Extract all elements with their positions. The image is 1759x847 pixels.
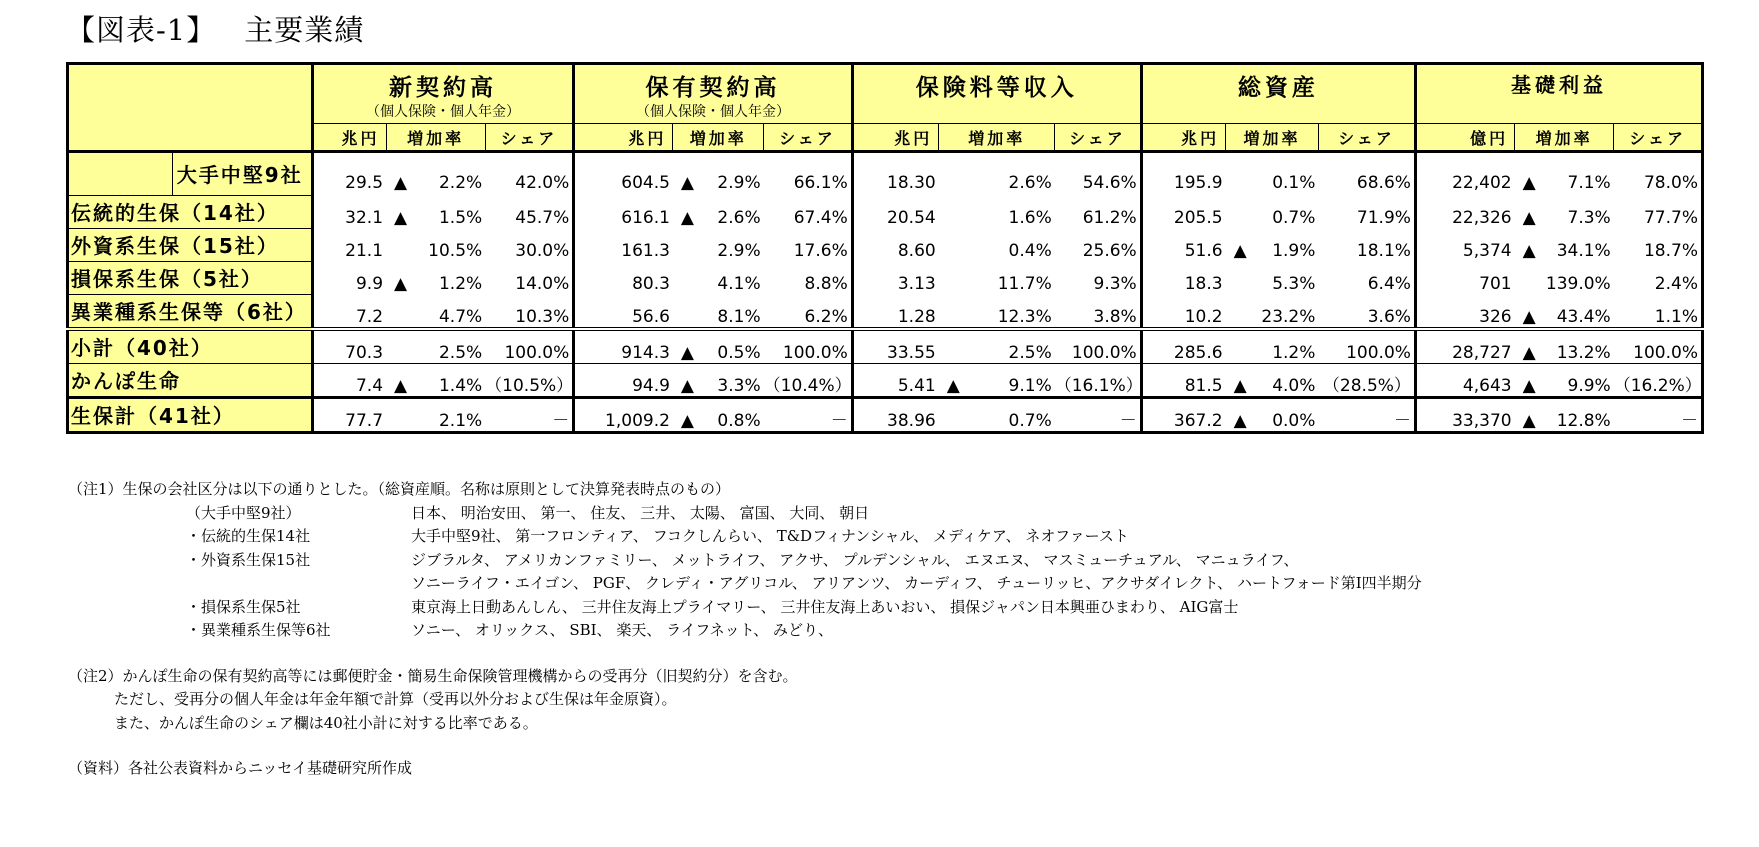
col-unit: 兆円 xyxy=(574,124,673,152)
rate-cell xyxy=(1515,195,1614,228)
value-cell: 22,402 xyxy=(1415,152,1514,196)
value-cell: 195.9 xyxy=(1141,152,1225,196)
value-cell: 914.3 xyxy=(574,329,673,364)
rate-value: 0.7% xyxy=(1008,410,1052,431)
rate-value: 3.3% xyxy=(717,375,761,396)
col-share: シェア xyxy=(1055,124,1141,152)
company-list: 大手中堅9社、 第一フロンティア、 フコクしんらい、 T&Dフィナンシャル、 メディケア、 ネオファースト xyxy=(411,527,1129,545)
rate-value: 2.5% xyxy=(1008,342,1052,363)
corner-cell xyxy=(68,64,313,152)
share-cell: － xyxy=(485,397,574,432)
share-cell: （10.5%） xyxy=(485,363,574,397)
company-category-row xyxy=(68,525,1129,549)
rate-value: 1.9% xyxy=(1272,241,1316,261)
value-cell: 20.54 xyxy=(852,195,938,228)
rate-value: 1.5% xyxy=(438,208,483,228)
rate-value: 8.1% xyxy=(717,306,761,327)
row-label: 大手中堅9社 xyxy=(173,152,312,196)
rate-cell xyxy=(939,195,1055,228)
share-cell: 100.0% xyxy=(1318,329,1415,364)
rate-value: 4.1% xyxy=(717,274,761,294)
group-header xyxy=(1141,64,1415,124)
category-name: ・外資系生保15社 xyxy=(186,550,311,569)
rate-cell xyxy=(939,261,1055,294)
share-cell: 14.0% xyxy=(485,261,574,294)
rate-cell xyxy=(1515,228,1614,261)
table-row xyxy=(68,228,1703,261)
rate-value: 0.7% xyxy=(1272,208,1316,228)
group-subtitle xyxy=(1143,101,1414,123)
company-category-row xyxy=(68,502,870,526)
rate-value: 0.8% xyxy=(717,410,761,431)
rate-cell xyxy=(673,261,764,294)
rate-value: 7.3% xyxy=(1567,208,1611,228)
row-label: 伝統的生保（14社） xyxy=(68,195,313,228)
rate-cell xyxy=(673,195,764,228)
value-cell: 51.6 xyxy=(1141,228,1225,261)
share-cell: 54.6% xyxy=(1055,152,1141,196)
value-cell: 8.60 xyxy=(852,228,938,261)
decrease-triangle-icon: ▲ xyxy=(680,342,694,363)
performance-table xyxy=(66,62,1704,434)
col-unit: 兆円 xyxy=(312,124,386,152)
company-category-row xyxy=(68,596,1239,620)
decrease-triangle-icon: ▲ xyxy=(394,173,408,193)
decrease-triangle-icon: ▲ xyxy=(1233,241,1247,261)
rate-value: 2.9% xyxy=(717,173,761,193)
share-cell: 67.4% xyxy=(764,195,853,228)
decrease-triangle-icon: ▲ xyxy=(1522,306,1536,327)
table-row xyxy=(68,363,1703,397)
share-cell: － xyxy=(764,397,853,432)
rate-value: 13.2% xyxy=(1556,342,1611,363)
col-share: シェア xyxy=(1318,124,1415,152)
decrease-triangle-icon: ▲ xyxy=(1233,410,1247,431)
share-cell: 8.8% xyxy=(764,261,853,294)
rate-value: 2.6% xyxy=(1008,173,1052,193)
value-cell: 70.3 xyxy=(312,329,386,364)
rate-cell xyxy=(1226,397,1319,432)
share-cell: 10.3% xyxy=(485,294,574,329)
rate-value: 0.0% xyxy=(1272,410,1316,431)
rate-cell xyxy=(939,363,1055,397)
col-share: シェア xyxy=(485,124,574,152)
company-list: ソニー、 オリックス、 SBI、 楽天、 ライフネット、 みどり、 xyxy=(411,621,834,639)
value-cell: 21.1 xyxy=(312,228,386,261)
rate-value: 1.2% xyxy=(438,274,483,294)
rate-value: 2.1% xyxy=(438,410,483,431)
note1-heading: （注1）生保の会社区分は以下の通りとした。（総資産順。名称は原則として決算発表時点のもの） xyxy=(68,480,731,498)
figure-title-text: 主要業績 xyxy=(244,13,365,47)
group-title: 基礎利益 xyxy=(1510,73,1607,97)
rate-cell xyxy=(386,228,485,261)
decrease-triangle-icon: ▲ xyxy=(680,410,694,431)
col-share: シェア xyxy=(1614,124,1703,152)
value-cell: 56.6 xyxy=(574,294,673,329)
rate-value: 9.9% xyxy=(1567,375,1611,396)
col-rate: 増加率 xyxy=(939,124,1055,152)
rate-value: 0.5% xyxy=(717,342,761,363)
company-list: 日本、 明治安田、 第一、 住友、 三井、 太陽、 富国、 大同、 朝日 xyxy=(411,503,870,522)
category-name: ・異業種系生保等6社 xyxy=(186,621,331,639)
figure-title xyxy=(66,8,364,49)
company-category-row xyxy=(68,549,1299,573)
rate-value: 23.2% xyxy=(1261,306,1316,327)
share-cell: － xyxy=(1055,397,1141,432)
row-label: 生保計（41社） xyxy=(68,397,313,432)
value-cell: 1.28 xyxy=(852,294,938,329)
value-cell: 4,643 xyxy=(1415,363,1514,397)
note2-line: また、かんぽ生命のシェア欄は40社小計に対する比率である。 xyxy=(114,713,538,732)
value-cell: 94.9 xyxy=(574,363,673,397)
decrease-triangle-icon: ▲ xyxy=(1522,410,1536,431)
value-cell: 81.5 xyxy=(1141,363,1225,397)
table-row xyxy=(68,397,1703,432)
rate-cell xyxy=(673,228,764,261)
value-cell: 701 xyxy=(1415,261,1514,294)
value-cell: 161.3 xyxy=(574,228,673,261)
rate-value: 12.8% xyxy=(1556,410,1611,431)
rate-value: 0.4% xyxy=(1008,241,1052,261)
value-cell: 28,727 xyxy=(1415,329,1514,364)
group-title: 保有契約高 xyxy=(645,75,781,101)
rate-cell xyxy=(673,397,764,432)
value-cell: 32.1 xyxy=(312,195,386,228)
company-list: ソニーライフ・エイゴン、 PGF、 クレディ・アグリコル、 アリアンツ、 カーディフ、 チューリッヒ、アクサダイレクト、 ハートフォード第Ⅰ四半期分 xyxy=(411,574,1422,592)
share-cell: 1.1% xyxy=(1654,306,1698,327)
rate-cell xyxy=(939,228,1055,261)
share-cell: 100.0% xyxy=(1055,329,1141,364)
value-cell: 80.3 xyxy=(574,261,673,294)
row-label: 異業種系生保等（6社） xyxy=(68,294,313,329)
rate-value: 7.1% xyxy=(1567,173,1611,193)
decrease-triangle-icon: ▲ xyxy=(946,375,960,396)
share-cell: － xyxy=(1318,397,1415,432)
company-list: ジブラルタ、 アメリカンファミリー、 メットライフ、 アクサ、 プルデンシャル、 エヌエヌ、 マスミューチュアル、 マニュライフ、 xyxy=(411,550,1299,569)
rate-value: 12.3% xyxy=(997,306,1052,327)
decrease-triangle-icon: ▲ xyxy=(1522,208,1536,228)
share-cell: （28.5%） xyxy=(1318,363,1415,397)
category-name: ・伝統的生保14社 xyxy=(186,527,311,545)
rate-cell xyxy=(1515,152,1614,196)
share-cell: 100.0% xyxy=(1614,329,1703,364)
value-cell: 5,374 xyxy=(1415,228,1514,261)
value-cell: 285.6 xyxy=(1141,329,1225,364)
value-cell: 205.5 xyxy=(1141,195,1225,228)
rate-cell xyxy=(386,329,485,364)
decrease-triangle-icon: ▲ xyxy=(1522,241,1536,261)
value-cell: 616.1 xyxy=(574,195,673,228)
rate-cell xyxy=(673,152,764,196)
share-cell: 100.0% xyxy=(485,329,574,364)
value-cell: 5.41 xyxy=(852,363,938,397)
rate-value: 2.2% xyxy=(438,173,483,193)
decrease-triangle-icon: ▲ xyxy=(1522,342,1536,363)
col-rate: 増加率 xyxy=(673,124,764,152)
decrease-triangle-icon: ▲ xyxy=(680,208,694,228)
rate-value: 4.0% xyxy=(1272,375,1316,396)
share-cell: 18.7% xyxy=(1643,241,1698,261)
share-cell: － xyxy=(1614,397,1703,432)
rate-cell xyxy=(673,329,764,364)
rate-value: 9.1% xyxy=(1008,375,1052,396)
table-row xyxy=(68,329,1703,364)
share-cell: 68.6% xyxy=(1318,152,1415,196)
col-unit: 億円 xyxy=(1415,124,1514,152)
rate-value: 5.3% xyxy=(1272,274,1316,294)
share-cell: 61.2% xyxy=(1055,195,1141,228)
group-subtitle xyxy=(854,101,1140,123)
rate-cell xyxy=(673,294,764,329)
share-cell: 2.4% xyxy=(1654,274,1698,294)
decrease-triangle-icon: ▲ xyxy=(1522,173,1536,193)
value-cell: 1,009.2 xyxy=(574,397,673,432)
rate-cell xyxy=(1515,397,1614,432)
rate-cell xyxy=(939,152,1055,196)
company-list: 東京海上日動あんしん、 三井住友海上プライマリー、 三井住友海上あいおい、 損保ジャパン日本興亜ひまわり、 AIG富士 xyxy=(411,597,1239,616)
rate-cell xyxy=(1226,294,1319,329)
table-row xyxy=(68,261,1703,294)
group-title: 保険料等収入 xyxy=(915,75,1078,101)
share-cell: 9.3% xyxy=(1055,261,1141,294)
notes-section xyxy=(68,478,1422,781)
share-cell: 71.9% xyxy=(1318,195,1415,228)
rate-cell xyxy=(1515,363,1614,397)
rate-value: 2.5% xyxy=(438,342,483,363)
value-cell: 38.96 xyxy=(852,397,938,432)
share-cell: 25.6% xyxy=(1055,228,1141,261)
share-cell: 66.1% xyxy=(764,152,853,196)
rate-value: 43.4% xyxy=(1556,306,1611,327)
row-label: かんぽ生命 xyxy=(68,363,313,397)
decrease-triangle-icon: ▲ xyxy=(1522,375,1536,396)
rate-value: 1.6% xyxy=(1008,208,1052,228)
share-cell: 3.6% xyxy=(1318,294,1415,329)
rate-value: 4.7% xyxy=(438,306,483,327)
share-cell: 100.0% xyxy=(764,329,853,364)
group-subtitle xyxy=(1417,101,1701,123)
value-cell: 18.30 xyxy=(852,152,938,196)
decrease-triangle-icon: ▲ xyxy=(680,173,694,193)
decrease-triangle-icon: ▲ xyxy=(394,274,408,294)
column-header-row xyxy=(68,124,1703,152)
table-row xyxy=(68,294,1703,329)
col-rate: 増加率 xyxy=(1226,124,1319,152)
decrease-triangle-icon: ▲ xyxy=(394,208,408,228)
rate-cell xyxy=(1226,329,1319,364)
value-cell: 22,326 xyxy=(1415,195,1514,228)
rate-cell xyxy=(673,363,764,397)
group-header-row xyxy=(68,64,1703,124)
value-cell: 3.13 xyxy=(852,261,938,294)
decrease-triangle-icon: ▲ xyxy=(680,375,694,396)
value-cell: 10.2 xyxy=(1141,294,1225,329)
rate-cell xyxy=(386,152,485,196)
group-header xyxy=(312,64,574,124)
value-cell: 9.9 xyxy=(312,261,386,294)
table-row xyxy=(68,152,1703,196)
share-cell: 77.7% xyxy=(1643,208,1698,228)
value-cell: 604.5 xyxy=(574,152,673,196)
value-cell: 7.4 xyxy=(312,363,386,397)
rate-value: 0.1% xyxy=(1272,173,1316,193)
category-name: （大手中堅9社） xyxy=(186,503,301,522)
rate-cell xyxy=(1515,329,1614,364)
rate-cell xyxy=(386,261,485,294)
row-label: 外資系生保（15社） xyxy=(68,228,313,261)
rate-cell xyxy=(386,195,485,228)
rate-cell xyxy=(1515,294,1614,329)
group-title: 総資産 xyxy=(1237,75,1319,101)
group-subtitle: （個人保険・個人年金） xyxy=(636,104,790,120)
row-label: 小計（40社） xyxy=(68,329,313,364)
figure-label: 【図表-1】 xyxy=(66,13,217,47)
rate-cell xyxy=(939,294,1055,329)
rate-value: 2.9% xyxy=(717,241,761,261)
value-cell: 33.55 xyxy=(852,329,938,364)
share-cell: 17.6% xyxy=(764,228,853,261)
share-cell: 45.7% xyxy=(485,195,574,228)
decrease-triangle-icon: ▲ xyxy=(394,375,408,396)
value-cell: 7.2 xyxy=(312,294,386,329)
value-cell: 326 xyxy=(1415,294,1514,329)
decrease-triangle-icon: ▲ xyxy=(1233,375,1247,396)
rate-value: 139.0% xyxy=(1545,274,1611,294)
rate-cell xyxy=(939,397,1055,432)
share-cell: 42.0% xyxy=(485,152,574,196)
source-note: （資料）各社公表資料からニッセイ基礎研究所作成 xyxy=(68,759,412,777)
group-title: 新契約高 xyxy=(388,75,497,101)
row-label: 損保系生保（5社） xyxy=(68,261,313,294)
value-cell: 18.3 xyxy=(1141,261,1225,294)
row-label-spacer xyxy=(68,152,173,196)
group-subtitle: （個人保険・個人年金） xyxy=(365,104,520,120)
share-cell: （16.2%） xyxy=(1614,363,1703,397)
share-cell: 78.0% xyxy=(1643,173,1698,193)
company-category-row xyxy=(68,572,1422,596)
value-cell: 77.7 xyxy=(312,397,386,432)
rate-cell xyxy=(1515,261,1614,294)
share-cell: 6.2% xyxy=(764,294,853,329)
col-share: シェア xyxy=(764,124,853,152)
rate-value: 1.4% xyxy=(438,375,483,396)
rate-cell xyxy=(386,363,485,397)
share-cell: （16.1%） xyxy=(1055,363,1141,397)
rate-cell xyxy=(1226,195,1319,228)
rate-cell xyxy=(386,397,485,432)
share-cell: 18.1% xyxy=(1318,228,1415,261)
rate-value: 2.6% xyxy=(717,208,761,228)
rate-cell xyxy=(1226,363,1319,397)
share-cell: （10.4%） xyxy=(764,363,853,397)
col-rate: 増加率 xyxy=(1515,124,1614,152)
share-cell: 6.4% xyxy=(1318,261,1415,294)
col-unit: 兆円 xyxy=(852,124,938,152)
col-rate: 増加率 xyxy=(386,124,485,152)
rate-value: 34.1% xyxy=(1556,241,1611,261)
table-row xyxy=(68,195,1703,228)
rate-cell xyxy=(1226,228,1319,261)
share-cell: 3.8% xyxy=(1055,294,1141,329)
col-unit: 兆円 xyxy=(1141,124,1225,152)
category-name: ・損保系生保5社 xyxy=(186,597,301,616)
rate-cell xyxy=(1226,261,1319,294)
rate-value: 11.7% xyxy=(997,274,1052,294)
group-header xyxy=(852,64,1141,124)
rate-value: 10.5% xyxy=(428,241,483,261)
value-cell: 367.2 xyxy=(1141,397,1225,432)
group-header xyxy=(1415,64,1702,124)
rate-value: 1.2% xyxy=(1272,342,1316,363)
note2-line: （注2）かんぽ生命の保有契約高等には郵便貯金・簡易生命保険管理機構からの受再分（旧契約分）を含む。 xyxy=(68,666,798,685)
value-cell: 29.5 xyxy=(312,152,386,196)
rate-cell xyxy=(1226,152,1319,196)
value-cell: 33,370 xyxy=(1415,397,1514,432)
note2-line: ただし、受再分の個人年金は年金年額で計算（受再以外分および生保は年金原資）。 xyxy=(114,690,677,708)
company-category-row xyxy=(68,619,834,643)
group-header xyxy=(574,64,852,124)
rate-cell xyxy=(939,329,1055,364)
rate-cell xyxy=(386,294,485,329)
share-cell: 30.0% xyxy=(485,228,574,261)
